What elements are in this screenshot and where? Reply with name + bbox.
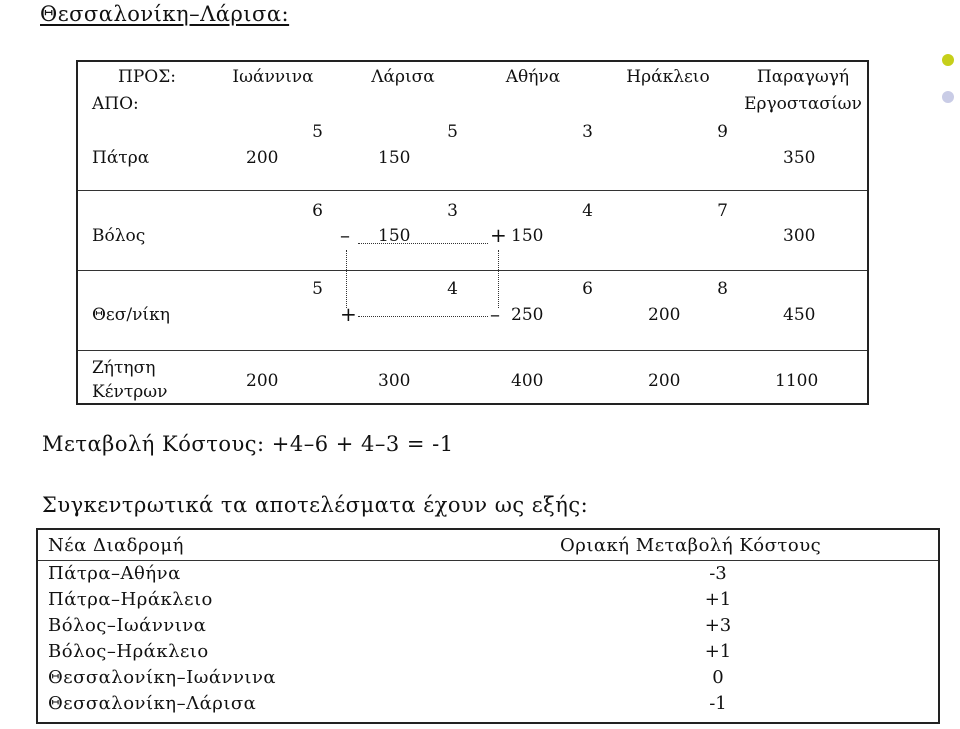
cost-cell: 8 (717, 279, 728, 299)
demand-cell: 200 (246, 371, 279, 391)
result-route: Πάτρα–Ηράκλειο (48, 589, 213, 610)
page-title: Θεσσαλονίκη–Λάρισα: (40, 2, 290, 26)
cost-cell: 7 (717, 201, 728, 221)
result-route: Βόλος–Ιωάννινα (48, 615, 207, 636)
header-change: Οριακή Μεταβολή Κόστους (560, 535, 822, 556)
result-change: -3 (709, 563, 727, 584)
demand-cell: 200 (648, 371, 681, 391)
cost-cell: 4 (447, 279, 458, 299)
row-label-volos: Βόλος (92, 226, 146, 246)
column-header-supply: Παραγωγή (756, 67, 850, 87)
cost-change-formula: Μεταβολή Κόστους: +4–6 + 4–3 = -1 (42, 432, 454, 456)
header-from: ΑΠΟ: (92, 94, 139, 114)
allocation-cell: 200 (246, 148, 279, 168)
transportation-table (76, 60, 869, 405)
row-divider (78, 190, 867, 191)
minus-sign: – (340, 223, 350, 247)
loop-path-left (346, 250, 347, 308)
cost-cell: 5 (312, 279, 323, 299)
allocation-cell: 250 (511, 305, 544, 325)
allocation-cell: 150 (511, 226, 544, 246)
minus-sign: – (490, 302, 500, 326)
cost-cell: 9 (717, 122, 728, 142)
allocation-cell: 200 (648, 305, 681, 325)
row-divider (78, 270, 867, 271)
loop-path-bottom (358, 316, 488, 317)
cost-cell: 5 (447, 122, 458, 142)
slide-bullet-dot (942, 91, 954, 103)
result-route: Πάτρα–Αθήνα (48, 563, 181, 584)
supply-cell: 350 (783, 148, 816, 168)
result-route: Θεσσαλονίκη–Ιωάννινα (48, 667, 277, 688)
result-change: +1 (704, 641, 732, 662)
column-header-supply-2: Εργοστασίων (744, 94, 862, 114)
row-label-thessaloniki: Θεσ/νίκη (92, 305, 170, 325)
cost-cell: 4 (582, 201, 593, 221)
allocation-cell: 150 (378, 226, 411, 246)
loop-path-right (498, 250, 499, 308)
result-route: Βόλος–Ηράκλειο (48, 641, 209, 662)
result-change: +1 (704, 589, 732, 610)
plus-sign: + (490, 223, 507, 247)
demand-cell: 300 (378, 371, 411, 391)
result-change: -1 (709, 693, 727, 714)
demand-label-2: Κέντρων (92, 382, 168, 402)
column-header-larisa: Λάρισα (371, 67, 435, 87)
column-header-ioannina: Ιωάννινα (232, 67, 314, 87)
total-cell: 1100 (775, 371, 819, 391)
row-divider (78, 350, 867, 351)
header-divider (38, 560, 938, 561)
demand-cell: 400 (511, 371, 544, 391)
summary-heading: Συγκεντρωτικά τα αποτελέσματα έχουν ως εξής: (42, 493, 589, 517)
results-table (36, 528, 940, 724)
result-change: +3 (704, 615, 732, 636)
supply-cell: 450 (783, 305, 816, 325)
slide-bullet-dot (942, 54, 954, 66)
allocation-cell: 150 (378, 148, 411, 168)
supply-cell: 300 (783, 226, 816, 246)
result-route: Θεσσαλονίκη–Λάρισα (48, 693, 257, 714)
header-route: Νέα Διαδρομή (48, 535, 184, 556)
header-to: ΠΡΟΣ: (118, 67, 176, 87)
cost-cell: 6 (312, 201, 323, 221)
loop-path-top (358, 243, 488, 244)
plus-sign: + (340, 302, 357, 326)
row-label-patra: Πάτρα (92, 148, 150, 168)
result-change: 0 (712, 667, 724, 688)
column-header-athina: Αθήνα (505, 67, 561, 87)
cost-cell: 5 (312, 122, 323, 142)
cost-cell: 6 (582, 279, 593, 299)
cost-cell: 3 (447, 201, 458, 221)
column-header-irakleio: Ηράκλειο (626, 67, 710, 87)
demand-label: Ζήτηση (92, 358, 156, 378)
cost-cell: 3 (582, 122, 593, 142)
